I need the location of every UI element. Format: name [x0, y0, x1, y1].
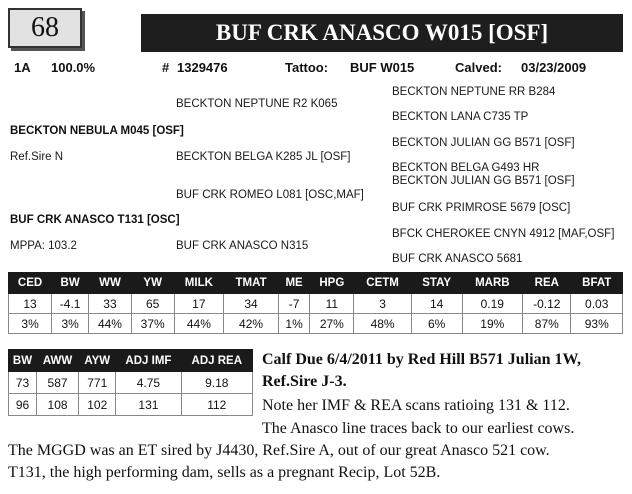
epd-percentile: 44% — [174, 314, 224, 334]
epd-percentile: 37% — [131, 314, 174, 334]
epd-percentile: 93% — [571, 314, 623, 334]
epd-value: 0.03 — [571, 294, 623, 314]
registry-code: 1A — [14, 60, 31, 75]
epd-header: BW — [52, 273, 89, 294]
perf-header: AWW — [36, 350, 78, 372]
ggp-4: BECKTON BELGA G493 HR — [392, 162, 540, 174]
epd-percentile: 1% — [278, 314, 309, 334]
perf-ratio: 96 — [9, 394, 37, 416]
epd-header: WW — [89, 273, 132, 294]
ggp-2: BECKTON LANA C735 TP — [392, 111, 529, 123]
sire-note: Ref.Sire N — [10, 151, 64, 163]
calf-due-line-2: Ref.Sire J-3. — [262, 373, 347, 390]
perf-header-row — [9, 350, 253, 372]
epd-table — [8, 272, 623, 334]
perf-actual-row — [9, 372, 253, 394]
breed-percent: 100.0% — [51, 60, 96, 75]
ggp-3: BECKTON JULIAN GG B571 [OSF] — [392, 137, 575, 149]
perf-header: BW — [9, 350, 37, 372]
ggp-1: BECKTON NEPTUNE RR B284 — [392, 86, 556, 98]
epd-value: -4.1 — [52, 294, 89, 314]
tattoo-value: BUF W015 — [350, 60, 415, 75]
perf-header: AYW — [79, 350, 116, 372]
epd-percentile: 19% — [462, 314, 523, 334]
epd-header: REA — [523, 273, 571, 294]
epd-value: 65 — [131, 294, 174, 314]
epd-percentile-row — [9, 314, 623, 334]
perf-value: 73 — [9, 372, 37, 394]
tattoo-label: Tattoo: — [285, 60, 329, 75]
epd-header: TMAT — [224, 273, 279, 294]
perf-header: ADJ REA — [181, 350, 252, 372]
ggp-7: BFCK CHEROKEE CNYN 4912 [MAF,OSF] — [392, 228, 615, 240]
perf-value: 771 — [79, 372, 116, 394]
epd-header: MARB — [462, 273, 523, 294]
ggp-8: BUF CRK ANASCO 5681 — [392, 253, 523, 265]
perf-value: 4.75 — [116, 372, 181, 394]
notes-line-3: Note her IMF & REA scans ratioing 131 & 112. — [262, 397, 570, 414]
sire-dam: BECKTON BELGA K285 JL [OSF] — [176, 151, 351, 163]
epd-percentile: 42% — [224, 314, 279, 334]
epd-value: 13 — [9, 294, 52, 314]
epd-value: -0.12 — [523, 294, 571, 314]
animal-name-banner: BUF CRK ANASCO W015 [OSF] — [141, 14, 623, 52]
epd-value: -7 — [278, 294, 309, 314]
epd-percentile: 3% — [9, 314, 52, 334]
epd-header: ME — [278, 273, 309, 294]
epd-value: 14 — [411, 294, 462, 314]
perf-value: 9.18 — [181, 372, 252, 394]
calved-date: 03/23/2009 — [521, 60, 587, 75]
epd-header: YW — [131, 273, 174, 294]
calf-due-line-1: Calf Due 6/4/2011 by Red Hill B571 Julian 1W, — [262, 351, 582, 368]
epd-header-row — [9, 273, 623, 294]
epd-header: BFAT — [571, 273, 623, 294]
perf-value: 587 — [36, 372, 78, 394]
epd-header: HPG — [310, 273, 354, 294]
epd-header: MILK — [174, 273, 224, 294]
perf-ratio: 112 — [181, 394, 252, 416]
perf-ratio-row — [9, 394, 253, 416]
calved-label: Calved: — [455, 60, 502, 75]
lot-number: 68 — [8, 8, 82, 48]
epd-value: 33 — [89, 294, 132, 314]
epd-percentile: 48% — [354, 314, 411, 334]
ggp-5: BECKTON JULIAN GG B571 [OSF] — [392, 175, 575, 187]
epd-percentile: 87% — [523, 314, 571, 334]
epd-percentile: 3% — [52, 314, 89, 334]
epd-value: 3 — [354, 294, 411, 314]
reg-number-prefix: # — [162, 60, 170, 75]
epd-header: STAY — [411, 273, 462, 294]
performance-table — [8, 349, 253, 416]
epd-percentile: 6% — [411, 314, 462, 334]
dam-dam: BUF CRK ANASCO N315 — [176, 240, 309, 252]
registration-number: 1329476 — [177, 60, 228, 75]
perf-ratio: 102 — [79, 394, 116, 416]
epd-value: 34 — [224, 294, 279, 314]
ggp-6: BUF CRK PRIMROSE 5679 [OSC] — [392, 202, 571, 214]
notes-line-4: The Anasco line traces back to our earliest cows. — [262, 420, 575, 437]
dam-sire: BUF CRK ROMEO L081 [OSC,MAF] — [176, 189, 364, 201]
epd-value: 17 — [174, 294, 224, 314]
epd-percentile: 27% — [310, 314, 354, 334]
epd-header: CETM — [354, 273, 411, 294]
epd-value: 0.19 — [462, 294, 523, 314]
dam-name: BUF CRK ANASCO T131 [OSC] — [10, 214, 180, 226]
notes-line-6: T131, the high performing dam, sells as a pregnant Recip, Lot 52B. — [8, 464, 441, 481]
epd-values-row — [9, 294, 623, 314]
sire-name: BECKTON NEBULA M045 [OSF] — [10, 125, 184, 137]
perf-header: ADJ IMF — [116, 350, 181, 372]
perf-ratio: 131 — [116, 394, 181, 416]
epd-header: CED — [9, 273, 52, 294]
dam-note: MPPA: 103.2 — [10, 240, 77, 252]
epd-percentile: 44% — [89, 314, 132, 334]
notes-line-5: The MGGD was an ET sired by J4430, Ref.Sire A, out of our great Anasco 521 cow. — [8, 442, 550, 459]
epd-value: 11 — [310, 294, 354, 314]
perf-ratio: 108 — [36, 394, 78, 416]
sire-sire: BECKTON NEPTUNE R2 K065 — [176, 98, 338, 110]
